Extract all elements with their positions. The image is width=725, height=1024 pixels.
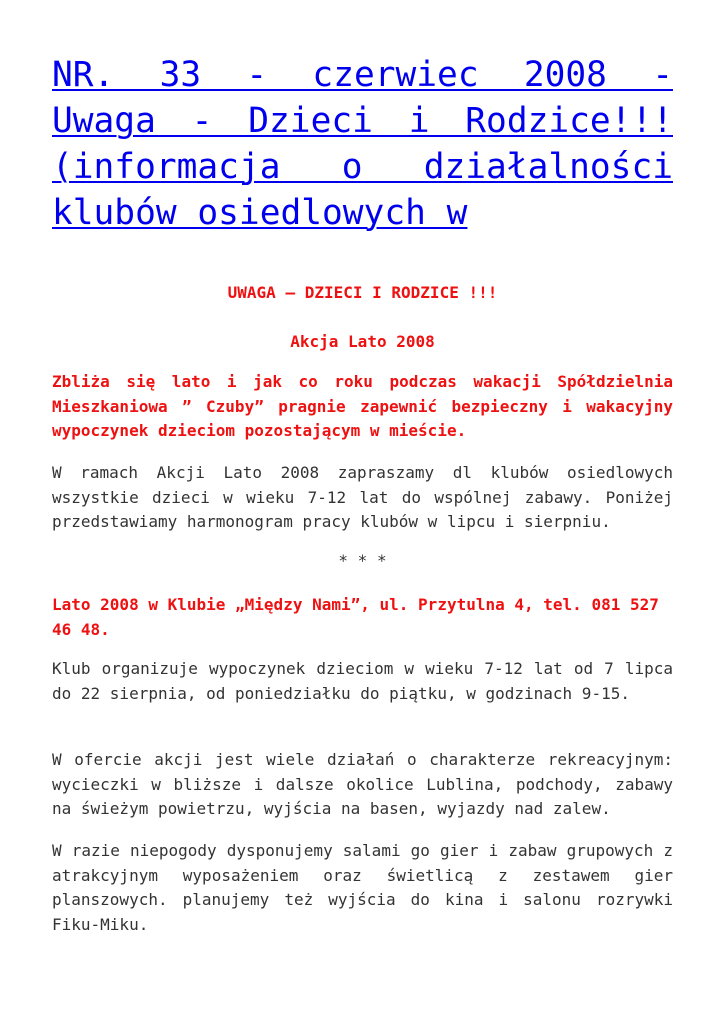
offer-paragraph: W ofercie akcji jest wiele działań o charakterze rekreacyjnym: wycieczki w bliższe i dalsze okolice Lublina, podchody, zabawy na świeżym powietrzu, wyjścia na basen, wyjazdy nad zalew. (52, 750, 673, 818)
title-link[interactable]: NR. 33 - czerwiec 2008 - Uwaga - Dzieci i Rodzice!!! (informacja o działalności klubów osiedlowych w (52, 55, 673, 233)
akcja-paragraph: W ramach Akcji Lato 2008 zapraszamy dl klubów osiedlowych wszystkie dzieci w wieku 7-12 lat do wspólnej zabawy. Poniżej przedstawiamy harmonogram pracy klubów w lipcu i sierpniu. (52, 463, 673, 531)
club-heading: Lato 2008 w Klubie „Między Nami”, ul. Przytulna 4, tel. 081 527 46 48. (52, 595, 659, 639)
bad-weather-paragraph: W razie niepogody dysponujemy salami go gier i zabaw grupowych z atrakcyjnym wyposażeniem oraz świetlicą z zestawem gier planszowych. planujemy też wyjścia do kina i salonu rozrywki Fiku-Miku. (52, 841, 673, 934)
section-separator: * * * (338, 551, 387, 570)
page-title (52, 52, 673, 236)
announcement-heading: UWAGA – DZIECI I RODZICE !!! (227, 283, 498, 302)
document-page (52, 52, 673, 934)
club-paragraph: Klub organizuje wypoczynek dzieciom w wieku 7-12 lat od 7 lipca do 22 sierpnia, od poniedziałku do piątku, w godzinach 9-15. (52, 659, 673, 703)
announcement-subheading: Akcja Lato 2008 (290, 332, 435, 351)
intro-paragraph: Zbliża się lato i jak co roku podczas wakacji Spółdzielnia Mieszkaniowa ” Czuby” pragnie zapewnić bezpieczny i wakacyjny wypoczynek dzieciom pozostającym w mieście. (52, 372, 673, 440)
